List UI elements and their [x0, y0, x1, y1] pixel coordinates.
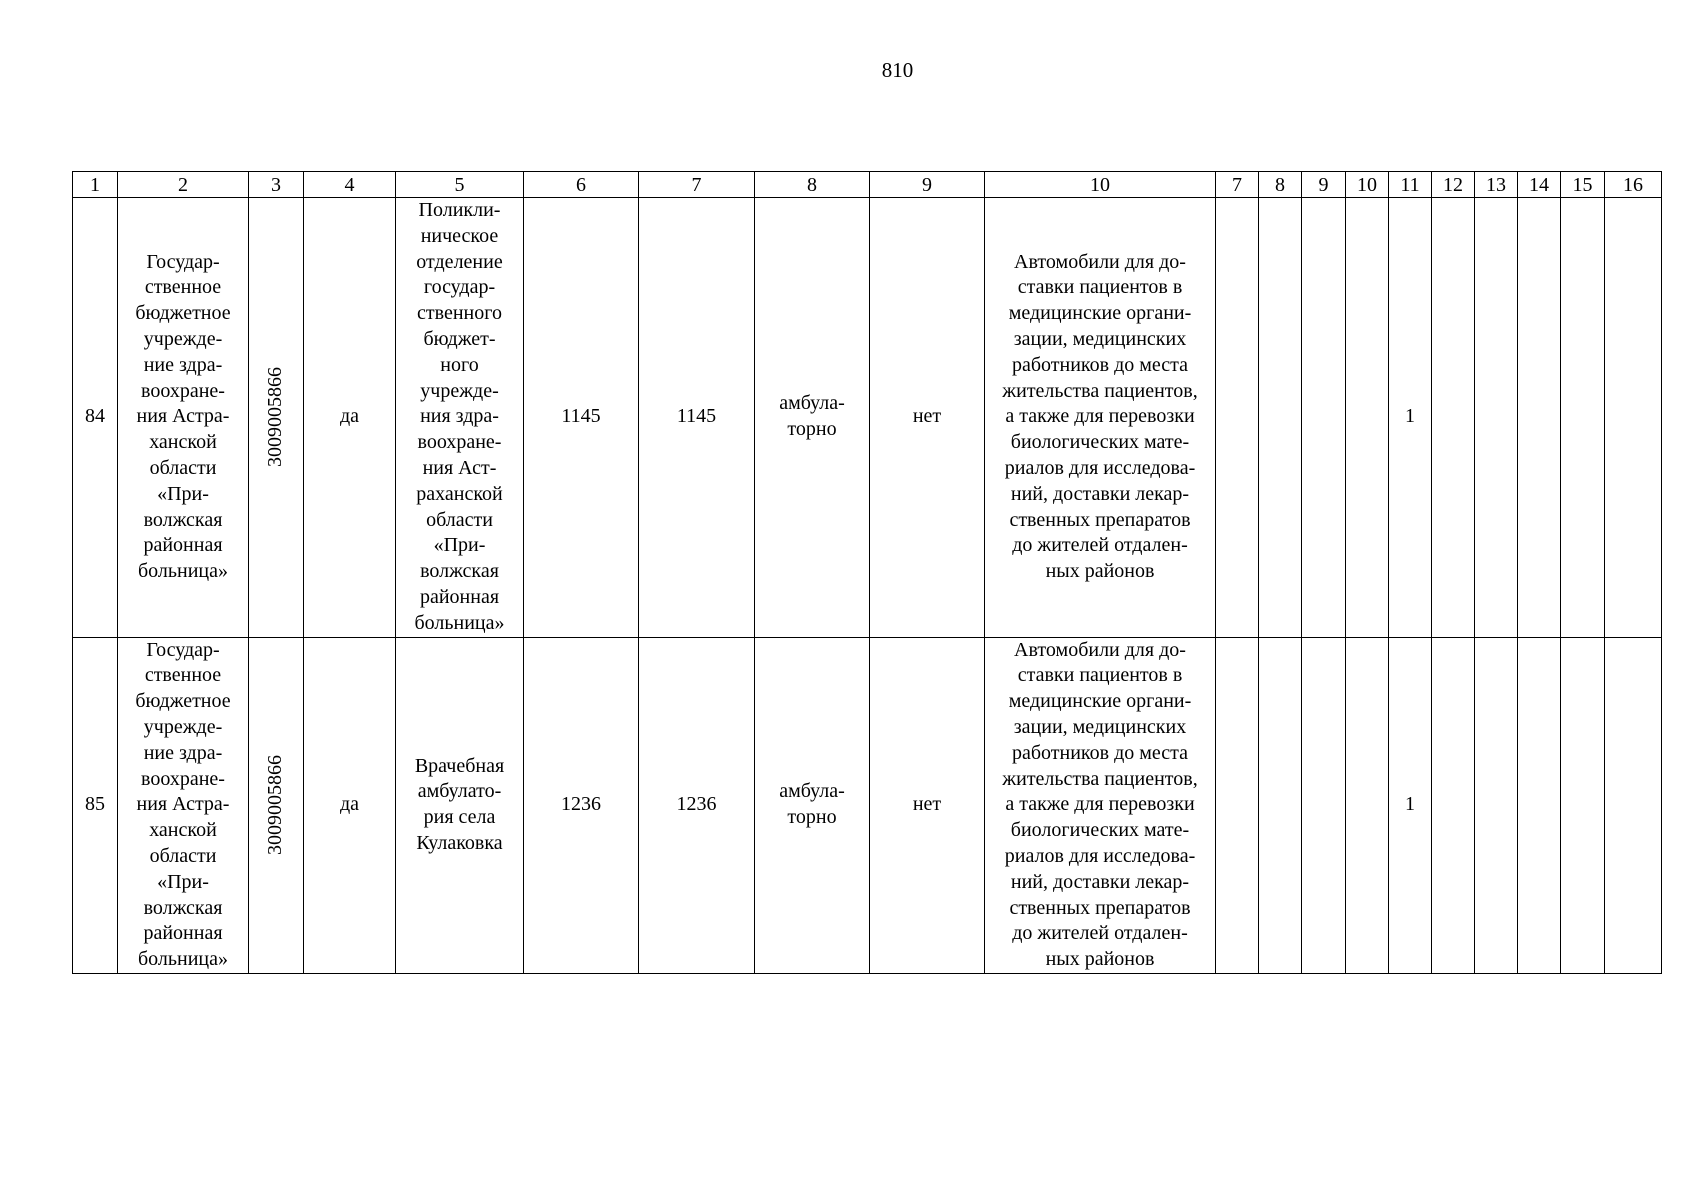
empty-cell: [1302, 637, 1346, 973]
header-cell: 14: [1518, 172, 1561, 198]
header-cell: 12: [1432, 172, 1475, 198]
institution-cell: [118, 198, 249, 638]
header-cell: 7: [639, 172, 755, 198]
flag-cell: да: [304, 198, 396, 638]
empty-cell: [1518, 637, 1561, 973]
header-cell: 9: [1302, 172, 1346, 198]
empty-cell: [1432, 637, 1475, 973]
empty-cell: [1216, 637, 1259, 973]
header-cell: 4: [304, 172, 396, 198]
col9-cell: нет: [870, 637, 985, 973]
empty-cell: [1259, 637, 1302, 973]
unit-cell: [396, 198, 524, 638]
empty-cell: [1561, 637, 1605, 973]
header-cell: 1: [73, 172, 118, 198]
header-cell: 15: [1561, 172, 1605, 198]
empty-cell: [1216, 198, 1259, 638]
vehicles-cell: [985, 637, 1216, 973]
col6-cell: 1236: [524, 637, 639, 973]
institution-cell: [118, 637, 249, 973]
unit-text: Поликли- ническое отделение государ- ственного бюджет- ного учрежде- ния здра- воохране- ния Аст- раханской области «При- волжская районная больница»: [414, 199, 505, 634]
header-cell: 8: [1259, 172, 1302, 198]
mode-cell: [755, 637, 870, 973]
unit-cell: [396, 637, 524, 973]
empty-cell: [1475, 198, 1518, 638]
header-cell: 10: [985, 172, 1216, 198]
inn-text: 3009005866: [264, 367, 287, 468]
header-cell: 10: [1346, 172, 1389, 198]
empty-cell: [1432, 198, 1475, 638]
flag-cell: да: [304, 637, 396, 973]
empty-cell: [1605, 198, 1662, 638]
header-cell: 2: [118, 172, 249, 198]
data-table: [72, 171, 1662, 974]
header-cell: 5: [396, 172, 524, 198]
col11-cell: 1: [1389, 198, 1432, 638]
header-cell: 3: [249, 172, 304, 198]
empty-cell: [1346, 198, 1389, 638]
header-cell: 6: [524, 172, 639, 198]
empty-cell: [1475, 637, 1518, 973]
row-number-cell: 84: [73, 198, 118, 638]
vehicles-text: Автомобили для до- ставки пациентов в медицинские органи- зации, медицинских работников до места жительства пациентов, а также для перевозки биологических мате- риалов для исследова- ний, доставки лекар- ственных препаратов до жителей отдален- ных районов: [1002, 638, 1198, 971]
table-row: [73, 637, 1662, 973]
empty-cell: [1302, 198, 1346, 638]
col7-cell: 1236: [639, 637, 755, 973]
mode-text: амбула- торно: [779, 780, 845, 829]
inn-cell: [249, 198, 304, 638]
col11-cell: 1: [1389, 637, 1432, 973]
row-number-cell: 85: [73, 637, 118, 973]
table-row: [73, 198, 1662, 638]
empty-cell: [1346, 637, 1389, 973]
empty-cell: [1259, 198, 1302, 638]
header-cell: 8: [755, 172, 870, 198]
inn-cell: [249, 637, 304, 973]
header-row: [73, 172, 1662, 198]
vehicles-cell: [985, 198, 1216, 638]
empty-cell: [1561, 198, 1605, 638]
col7-cell: 1145: [639, 198, 755, 638]
empty-cell: [1605, 637, 1662, 973]
institution-text: Государ- ственное бюджетное учрежде- ние здра- воохране- ния Астра- ханской области «При- волжская районная больница»: [135, 250, 231, 583]
header-cell: 7: [1216, 172, 1259, 198]
institution-text: Государ- ственное бюджетное учрежде- ние здра- воохране- ния Астра- ханской области «При- волжская районная больница»: [135, 638, 231, 971]
mode-cell: [755, 198, 870, 638]
header-cell: 13: [1475, 172, 1518, 198]
unit-text: Врачебная амбулато- рия села Кулаковка: [414, 754, 505, 855]
header-cell: 16: [1605, 172, 1662, 198]
header-cell: 11: [1389, 172, 1432, 198]
page-number: 810: [881, 58, 914, 82]
empty-cell: [1518, 198, 1561, 638]
header-cell: 9: [870, 172, 985, 198]
col6-cell: 1145: [524, 198, 639, 638]
inn-text: 3009005866: [264, 755, 287, 856]
vehicles-text: Автомобили для до- ставки пациентов в медицинские органи- зации, медицинских работников до места жительства пациентов, а также для перевозки биологических мате- риалов для исследова- ний, доставки лекар- ственных препаратов до жителей отдален- ных районов: [1002, 250, 1198, 583]
col9-cell: нет: [870, 198, 985, 638]
mode-text: амбула- торно: [779, 392, 845, 441]
